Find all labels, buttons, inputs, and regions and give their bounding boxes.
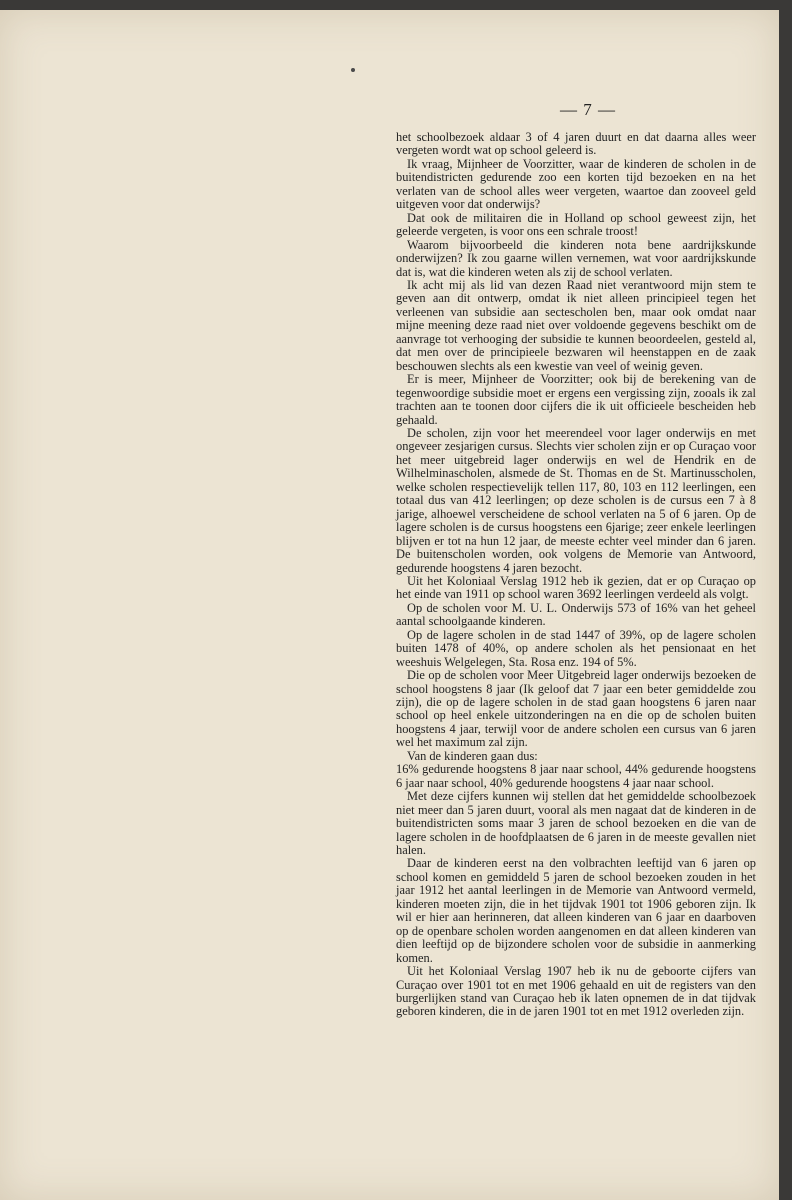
paragraph: Uit het Koloniaal Verslag 1912 heb ik gezien, dat er op Curaçao op het einde van 1911 op school waren 3692 leerlingen verdeeld als volgt. <box>396 573 756 602</box>
ink-speck <box>351 68 355 72</box>
page-number: — 7 — <box>560 100 616 119</box>
paragraph: Dat ook de militairen die in Holland op school geweest zijn, het geleerde vergeten, is voor ons een schrale troost! <box>396 210 756 239</box>
paragraph: Er is meer, Mijnheer de Voorzitter; ook bij de berekening van de tegenwoordige subsidie moet er ergens een vergissing zijn, zooals ik zal trachten aan te toonen door cijfers die ik uit officieele bescheiden heb gehaald. <box>396 372 756 427</box>
paragraph: Die op de scholen voor Meer Uitgebreid lager onderwijs bezoeken de school hoogstens 8 jaar (Ik geloof dat 7 jaar een beter gemiddelde zou zijn), die op de lagere scholen in de stad gaan hoogstens 6 jaren naar school op heel enkele uitzonderingen na en die op de scholen buiten hoogstens 4 jaar, terwijl voor de andere scholen een cursus van 6 jaren wel het maximum zal zijn. <box>396 668 756 750</box>
paragraph: Van de kinderen gaan dus: <box>407 748 538 763</box>
body-text <box>396 131 756 1019</box>
paragraph: Op de lagere scholen in de stad 1447 of 39%, op de lagere scholen buiten 1478 of 40%, op andere scholen als het pensionaat en het weeshuis Welgelegen, Sta. Rosa enz. 194 of 5%. <box>396 627 756 669</box>
paragraph: Ik acht mij als lid van dezen Raad niet verantwoord mijn stem te geven aan dit ontwerp, omdat ik niet alleen principieel tegen het verleenen van subsidie aan sectescholen ben, maar ook omdat naar mijne meening deze raad niet over voldoende gegevens beschikt om de aanvrage tot verhooging der subsidie te kunnen beoordeelen, gesteld al, dat men over de principieele bezwaren wil heenstappen en de zaak beschouwen slechts als een kwestie van veel of weinig geven. <box>396 277 756 373</box>
paragraph: Waarom bijvoorbeeld die kinderen nota bene aardrijkskunde onderwijzen? Ik zou gaarne willen vernemen, wat voor aardrijkskunde dat is, wat die kinderen weten als zij de school verlaten. <box>396 237 756 279</box>
paragraph: 16% gedurende hoogstens 8 jaar naar school, 44% gedurende hoogstens 6 jaar naar school, 40% gedurende hoogstens 4 jaar naar school. <box>396 762 756 790</box>
paragraph: Met deze cijfers kunnen wij stellen dat het gemiddelde schoolbezoek niet meer dan 5 jaren duurt, vooral als men nagaat dat de kinderen in de buitendistricten soms maar 3 jaren de school bezoeken en die van de lagere scholen in de hoofdplaatsen de 6 jaren in de meeste gevallen niet halen. <box>396 789 756 858</box>
document-page <box>0 10 779 1200</box>
paragraph: De scholen, zijn voor het meerendeel voor lager onderwijs en met ongeveer zesjarigen cursus. Slechts vier scholen zijn er op Curaçao voor het meer uitgebreid lager onderwijs en wel de Hendrik en de Wilhelminascholen, alsmede de St. Thomas en de St. Martinusscholen, welke scholen respectievelijk tellen 117, 80, 103 en 112 leerlingen, een totaal dus van 412 leerlingen; op deze scholen is de cursus een 7 à 8 jarige, alhoewel verscheidene de school verlaten na 5 of 6 jaren. Op de lagere scholen is de cursus hoogstens een 6jarige; zeer enkele leerlingen blijven er tot na hun 12 jaar, de meeste echter veel minder dan 6 jaren. De buitenscholen worden, ook volgens de Memorie van Antwoord, gedurende hoogstens 4 jaren bezocht. <box>396 425 756 575</box>
paragraph: Ik vraag, Mijnheer de Voorzitter, waar de kinderen de scholen in de buitendistricten gedurende zoo een korten tijd bezoeken en na het verlaten van de school alles weer vergeten, waartoe dan zooveel geld uitgeven voor dat onderwijs? <box>396 156 756 212</box>
paragraph: Uit het Koloniaal Verslag 1907 heb ik nu de geboorte cijfers van Curaçao over 1901 tot en met 1906 gehaald en uit de registers van den burgerlijken stand van Curaçao heb ik laten opnemen de in dat tijdvak geboren kinderen, die in de jaren 1901 tot en met 1912 overleden zijn. <box>396 964 756 1019</box>
paragraph: het schoolbezoek aldaar 3 of 4 jaren duurt en dat daarna alles weer vergeten wordt wat op school geleerd is. <box>396 130 756 158</box>
paragraph: Op de scholen voor M. U. L. Onderwijs 573 of 16% van het geheel aantal schoolgaande kinderen. <box>396 600 756 629</box>
paragraph: Daar de kinderen eerst na den volbrachten leeftijd van 6 jaren op school komen en gemiddeld 5 jaren de school bezoeken zouden in het jaar 1912 het aantal leerlingen in de Memorie van Antwoord vermeld, kinderen moeten zijn, die in het tijdvak 1901 tot 1906 geboren zijn. Ik wil er hier aan herinneren, dat alleen kinderen van 6 jaar en daarboven op de openbare scholen worden aangenomen en dat alleen kinderen van dien leeftijd op de bijzondere scholen voor de subsidie in aanmerking komen. <box>396 856 756 965</box>
